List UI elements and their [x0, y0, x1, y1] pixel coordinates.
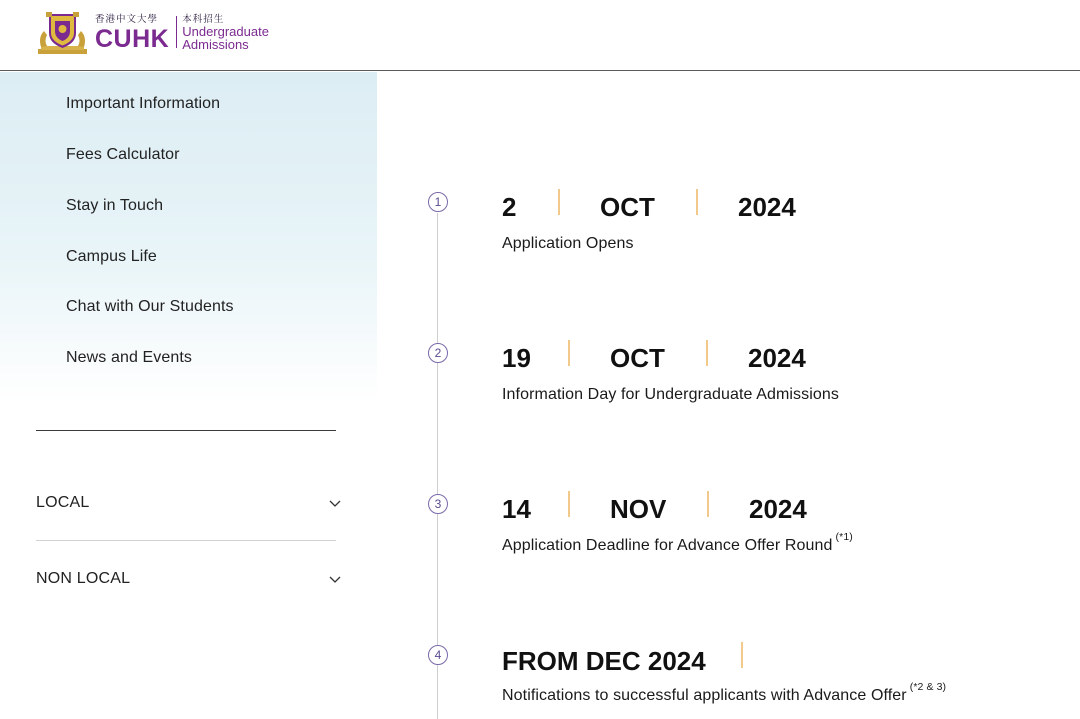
sidebar-menu	[0, 72, 377, 402]
timeline-event-2-text: Information Day for Undergraduate Admissions	[502, 386, 840, 403]
timeline-year-3: 2024	[749, 494, 807, 524]
sidebar-item-news-and-events[interactable]: News and Events	[66, 349, 193, 366]
cuhk-logo[interactable]	[35, 11, 269, 55]
date-separator	[696, 189, 698, 215]
sidebar-item-important-information[interactable]: Important Information	[66, 95, 221, 112]
sidebar-item-fees-calculator[interactable]: Fees Calculator	[66, 146, 180, 163]
timeline-event-1	[502, 235, 634, 253]
sidebar-item-stay-in-touch[interactable]: Stay in Touch	[66, 197, 164, 214]
timeline-event-1-text: Application Opens	[502, 235, 634, 252]
timeline-month-3: NOV	[610, 494, 667, 524]
accordion-local[interactable]	[36, 494, 341, 524]
accordion-non-local[interactable]	[36, 570, 341, 600]
sidebar-divider	[36, 430, 336, 431]
logo-dept-line2: Admissions	[182, 36, 249, 52]
date-separator	[706, 340, 708, 366]
timeline-event-3	[502, 531, 853, 555]
timeline-event-4-text: Notifications to successful applicants with Advance Offer	[502, 687, 907, 704]
timeline-note-3: (*1)	[835, 531, 853, 543]
timeline-day-3: 14	[502, 494, 531, 524]
logo-dept-line1: Undergraduate	[182, 24, 269, 39]
accordion-non-local-label: NON LOCAL	[36, 570, 131, 587]
logo-divider	[176, 16, 177, 48]
timeline-year-2: 2024	[748, 343, 806, 373]
date-separator	[568, 340, 570, 366]
timeline-step-4: 4	[428, 645, 448, 665]
chevron-down-icon	[329, 497, 341, 509]
timeline-day-2: 19	[502, 343, 531, 373]
date-separator	[741, 642, 743, 668]
timeline-event-4	[502, 681, 947, 705]
timeline-step-1: 1	[428, 192, 448, 212]
timeline-event-3-text: Application Deadline for Advance Offer Round	[502, 537, 833, 554]
sidebar-item-campus-life[interactable]: Campus Life	[66, 248, 157, 265]
accordion-divider	[36, 540, 336, 541]
timeline-step-2: 2	[428, 343, 448, 363]
timeline-line	[437, 213, 438, 719]
logo-cuhk-text: CUHK	[95, 25, 170, 53]
timeline-year-1: 2024	[738, 192, 796, 222]
sidebar-item-chat-with-students[interactable]: Chat with Our Students	[66, 298, 234, 315]
logo-chinese-name: 香港中文大學	[95, 14, 159, 25]
accordion-local-label: LOCAL	[36, 494, 90, 511]
timeline-step-3: 3	[428, 494, 448, 514]
timeline-day-1: 2	[502, 192, 517, 222]
timeline-event-2	[502, 386, 839, 404]
cuhk-crest-icon	[35, 11, 90, 55]
timeline-date-4: FROM DEC 2024	[502, 646, 706, 676]
chevron-down-icon	[329, 573, 341, 585]
date-separator	[568, 491, 570, 517]
timeline-month-1: OCT	[600, 192, 655, 222]
logo-dept-chinese: 本科招生	[182, 14, 225, 25]
date-separator	[707, 491, 709, 517]
date-separator	[558, 189, 560, 215]
timeline-month-2: OCT	[610, 343, 665, 373]
site-header	[0, 0, 1080, 71]
timeline-note-4: (*2 & 3)	[909, 681, 947, 693]
